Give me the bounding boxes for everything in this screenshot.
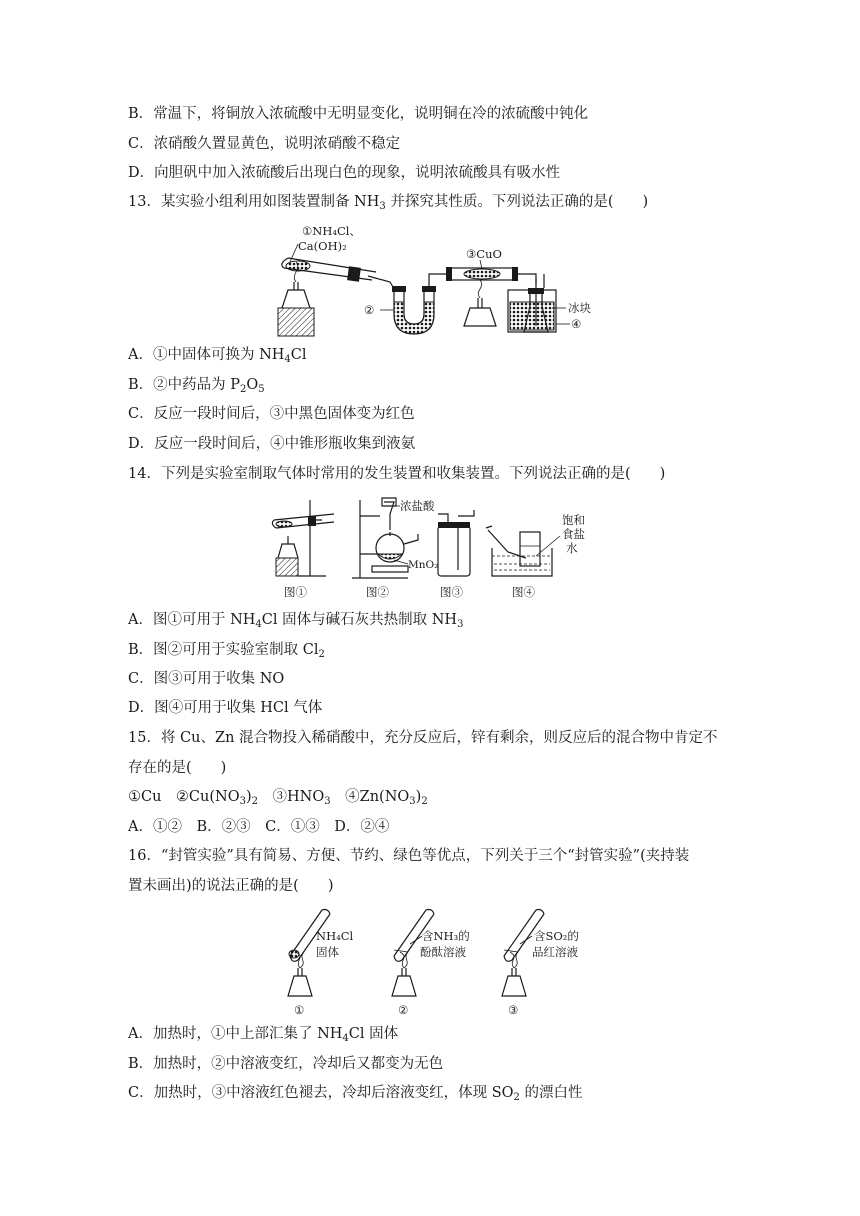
q16-stem-line-2: 置未画出)的说法正确的是( ) <box>128 878 334 894</box>
fig14-label-salt-1: 饱和 <box>562 513 585 527</box>
fig13-label-3: ③CuO <box>466 247 502 261</box>
q14-option-b: B．图②可用于实验室制取 $Cl_2$ <box>128 642 325 660</box>
q16-option-b: B．加热时，②中溶液变红，冷却后又都变为无色 <box>128 1056 444 1072</box>
fig16-tube1-label-1: NH₄Cl <box>316 929 354 943</box>
q15-items: ①Cu $②Cu(NO_3)_2$ $③HNO_3$ $④Zn(NO_3)_2$ <box>128 789 428 807</box>
figure-16-sealed-tubes <box>270 906 600 1018</box>
q14-option-c: C．图③可用于收集 NO <box>128 671 285 687</box>
q16-option-a: A．加热时，①中上部汇集了 $NH_4Cl$ 固体 <box>128 1026 399 1044</box>
q13-option-b: B．②中药品为 $P_2O_5$ <box>128 377 265 395</box>
q16-stem-line-1: 16．“封管实验”具有简易、方便、节约、绿色等优点，下列关于三个“封管实验”(夹持装 <box>128 848 690 864</box>
q14-option-a: A．图①可用于 $NH_4Cl$ 固体与碱石灰共热制取 $NH_3$ <box>128 612 464 630</box>
fig14-label-hcl: 浓盐酸 <box>400 499 435 513</box>
fig16-caption-3: ③ <box>508 1003 519 1017</box>
fig13-label-ice: 冰块 <box>568 301 591 315</box>
fig16-tube2-label-1: 含NH₃的 <box>422 929 470 943</box>
q13-option-a: A．①中固体可换为 $NH_4Cl$ <box>128 347 307 365</box>
q15-options: A．①② B．②③ C．①③ D．②④ <box>128 819 390 835</box>
fig13-alcohol-lamp <box>282 290 310 308</box>
q13-option-c: C．反应一段时间后，③中黑色固体变为红色 <box>128 406 415 422</box>
fig16-caption-1: ① <box>294 1003 305 1017</box>
fig14-apparatus-3 <box>438 510 474 576</box>
fig13-label-4: ④ <box>571 317 582 331</box>
fig14-label-mno2: MnO₂ <box>408 559 439 571</box>
q15-stem-line-2: 存在的是( ) <box>128 760 227 776</box>
fig13-block <box>278 308 314 336</box>
fig13-label-2: ② <box>364 303 375 317</box>
q14-option-d: D．图④可用于收集 HCl 气体 <box>128 700 323 716</box>
fig14-caption-2: 图② <box>366 585 389 599</box>
q13-stem: 13．某实验小组利用如图装置制备 $NH_3$ 并探究其性质。下列说法正确的是( ) <box>128 194 649 212</box>
fig14-label-salt-2: 食盐 <box>562 527 585 541</box>
q13-option-d: D．反应一段时间后，④中锥形瓶收集到液氨 <box>128 436 416 452</box>
fig14-caption-1: 图① <box>284 585 307 599</box>
q12-option-c: C．浓硝酸久置显黄色，说明浓硝酸不稳定 <box>128 136 401 152</box>
fig16-tube3-label-2: 品红溶液 <box>532 945 578 959</box>
fig16-tube3-label-1: 含SO₂的 <box>534 929 579 943</box>
q15-stem-line-1: 15．将 Cu、Zn 混合物投入稀硝酸中，充分反应后，锌有剩余，则反应后的混合物中肯定不 <box>128 730 718 746</box>
fig14-label-salt-3: 水 <box>566 541 578 555</box>
figure-13-apparatus <box>268 222 598 340</box>
fig16-tube2-label-2: 酚酞溶液 <box>420 945 466 959</box>
fig13-burner-2 <box>464 308 496 326</box>
fig13-label-1b: Ca(OH)₂ <box>298 239 347 253</box>
figure-14-apparatus <box>268 496 598 604</box>
q12-option-b: B．常温下，将铜放入浓硫酸中无明显变化，说明铜在冷的浓硫酸中钝化 <box>128 106 589 122</box>
fig16-caption-2: ② <box>398 1003 409 1017</box>
q16-option-c: C．加热时，③中溶液红色褪去，冷却后溶液变红，体现 $SO_2$ 的漂白性 <box>128 1085 583 1103</box>
fig14-apparatus-1 <box>272 500 334 576</box>
fig14-caption-4: 图④ <box>512 585 535 599</box>
fig13-label-1a: ①NH₄Cl、 <box>302 224 361 238</box>
fig16-tube1-label-2: 固体 <box>316 945 339 959</box>
q14-stem: 14．下列是实验室制取气体时常用的发生装置和收集装置。下列说法正确的是( ) <box>128 466 666 482</box>
fig14-caption-3: 图③ <box>440 585 463 599</box>
q12-option-d: D．向胆矾中加入浓硫酸后出现白色的现象，说明浓硫酸具有吸水性 <box>128 165 561 181</box>
